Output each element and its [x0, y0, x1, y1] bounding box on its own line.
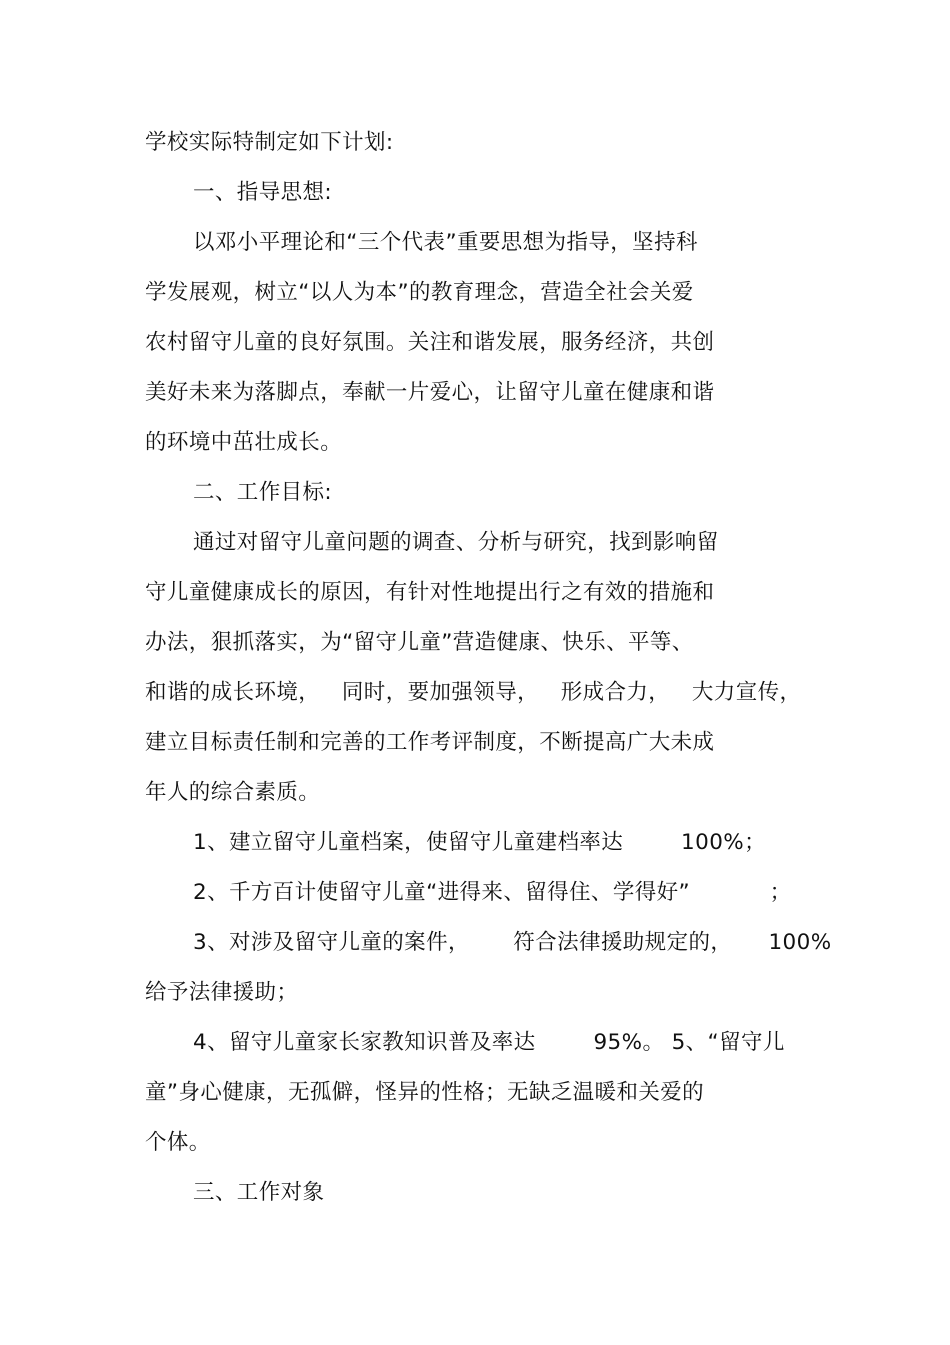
paragraph-line: 建立目标责任制和完善的工作考评制度，不断提高广大未成	[145, 730, 715, 755]
goal-item-continued: 给予法律援助；	[145, 980, 299, 1005]
goal-item: 2、千方百计使留守儿童“进得来、留得住、学得好” ；	[193, 880, 792, 905]
section-heading: 一、指导思想:	[193, 180, 333, 205]
paragraph-line: 美好未来为落脚点，奉献一片爱心，让留守儿童在健康和谐	[145, 380, 715, 405]
goal-item: 1、建立留守儿童档案，使留守儿童建档率达 100%；	[193, 830, 767, 855]
section-heading: 三、工作对象	[193, 1180, 325, 1205]
section-heading: 二、工作目标:	[193, 480, 333, 505]
goal-item: 3、对涉及留守儿童的案件， 符合法律援助规定的， 100%	[193, 930, 832, 955]
paragraph-line: 农村留守儿童的良好氛围。关注和谐发展，服务经济，共创	[145, 330, 715, 355]
paragraph-line: 年人的综合素质。	[145, 780, 321, 805]
text-line: 学校实际特制定如下计划:	[145, 130, 394, 155]
goal-item-continued: 童”身心健康，无孤僻，怪异的性格；无缺乏温暖和关爱的	[145, 1080, 705, 1105]
paragraph-line: 通过对留守儿童问题的调查、分析与研究，找到影响留	[193, 530, 719, 555]
paragraph-line: 守儿童健康成长的原因，有针对性地提出行之有效的措施和	[145, 580, 715, 605]
paragraph-line: 办法，狠抓落实，为“留守儿童”营造健康、快乐、平等、	[145, 630, 694, 655]
goal-item-continued: 个体。	[145, 1130, 211, 1155]
paragraph-line: 的环境中茁壮成长。	[145, 430, 343, 455]
paragraph-line: 和谐的成长环境， 同时，要加强领导， 形成合力， 大力宣传，	[145, 680, 802, 705]
paragraph-line: 学发展观，树立“以人为本”的教育理念，营造全社会关爱	[145, 280, 694, 305]
goal-item: 4、留守儿童家长家教知识普及率达 95%。 5、“留守儿	[193, 1030, 785, 1055]
paragraph-line: 以邓小平理论和“三个代表”重要思想为指导，坚持科	[193, 230, 698, 255]
